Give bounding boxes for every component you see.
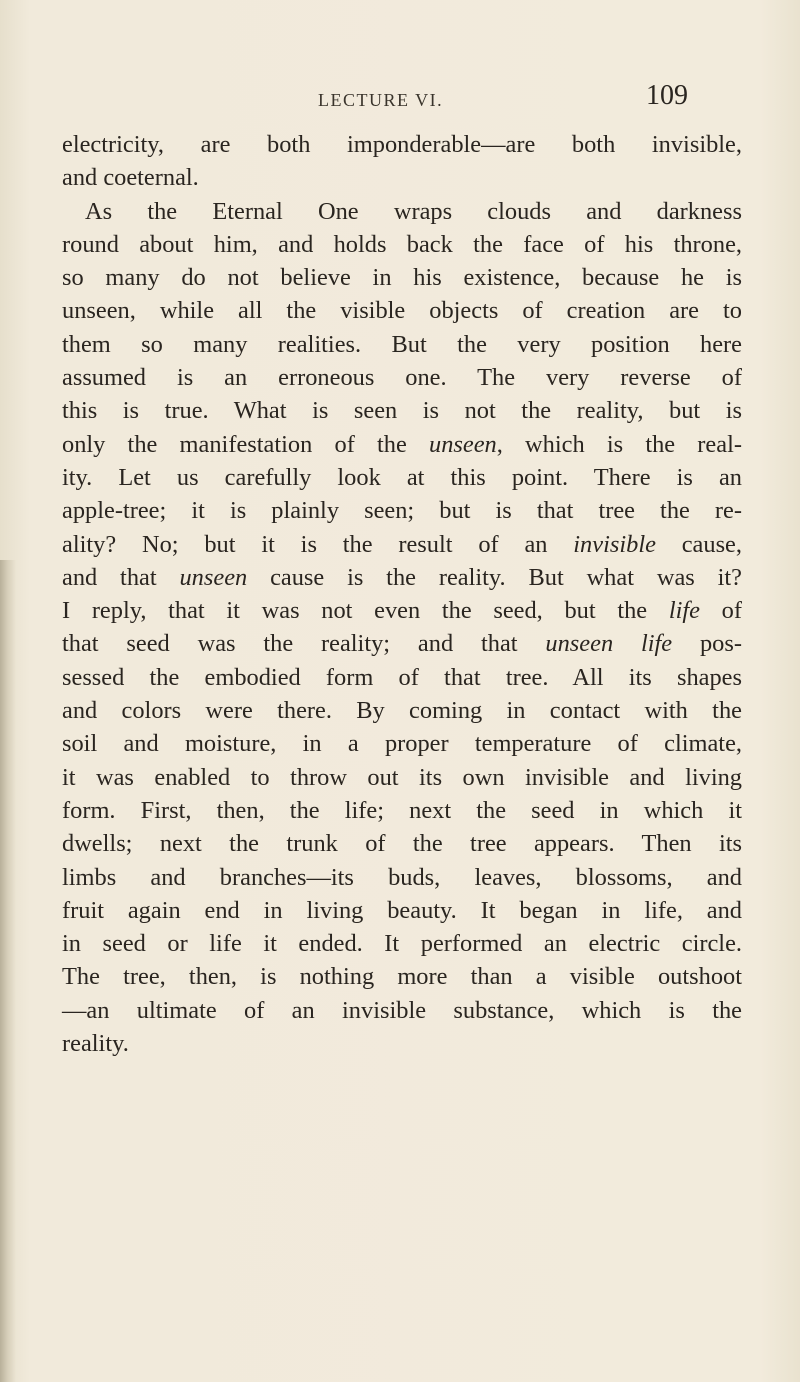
text-run: of — [699, 597, 742, 625]
text-run: , which is the real- — [496, 430, 742, 458]
text-line — [62, 661, 742, 694]
text-line — [62, 361, 742, 394]
text-run: this is true. What is seen is not the reality, but is — [62, 397, 742, 425]
text-line — [62, 494, 742, 527]
text-run: them so many realities. But the very position here — [62, 330, 742, 358]
text-line — [62, 761, 742, 794]
text-run: and that — [62, 563, 180, 591]
text-run: and coeternal. — [62, 164, 199, 192]
text-run: fruit again end in living beauty. It began in life, and — [62, 896, 742, 924]
text-line — [62, 228, 742, 261]
text-run: I reply, that it was not even the seed, but the — [62, 597, 669, 625]
text-line — [62, 261, 742, 294]
text-run: form. First, then, the life; next the seed in which it — [62, 796, 742, 824]
text-run: cause, — [655, 530, 742, 558]
text-run: it was enabled to throw out its own invisible and living — [62, 763, 742, 791]
text-line — [62, 461, 742, 494]
text-line — [62, 960, 742, 993]
text-run: —an ultimate of an invisible substance, which is the — [62, 996, 742, 1024]
text-line — [62, 827, 742, 860]
text-line — [62, 161, 742, 194]
text-run: unseen, while all the visible objects of creation are to — [62, 297, 742, 325]
text-line — [62, 994, 742, 1027]
text-run: apple-tree; it is plainly seen; but is that tree the re- — [62, 497, 742, 525]
page-number: 109 — [646, 80, 688, 111]
text-line — [62, 528, 742, 561]
text-run: only the manifestation of the — [62, 430, 430, 458]
text-line — [62, 195, 742, 228]
text-run: As the Eternal One wraps clouds and darkness — [85, 197, 742, 225]
text-line — [62, 328, 742, 361]
text-line — [62, 561, 742, 594]
text-run: so many do not believe in his existence, because he is — [62, 264, 742, 292]
text-run: that seed was the reality; and that — [62, 630, 546, 658]
text-run: reality. — [62, 1030, 129, 1058]
text-run: in seed or life it ended. It performed an electric circle. — [62, 930, 742, 958]
emphasis-text: invisible — [573, 530, 656, 558]
text-line — [62, 394, 742, 427]
text-line — [62, 927, 742, 960]
text-line — [62, 594, 742, 627]
text-run: pos- — [672, 630, 742, 658]
text-line — [62, 428, 742, 461]
text-run: ality? No; but it is the result of an — [62, 530, 574, 558]
chapter-heading: LECTURE VI. — [318, 90, 444, 110]
text-run: The tree, then, is nothing more than a visible outshoot — [62, 963, 742, 991]
running-head — [0, 80, 800, 120]
emphasis-text: life — [668, 597, 700, 625]
text-run: soil and moisture, in a proper temperature of climate, — [62, 730, 742, 758]
text-line — [62, 694, 742, 727]
body-text — [62, 128, 742, 1060]
text-run: round about him, and holds back the face of his throne, — [62, 230, 742, 258]
text-line — [62, 1027, 742, 1060]
text-line — [62, 794, 742, 827]
text-line — [62, 627, 742, 660]
text-run: dwells; next the trunk of the tree appears. Then its — [62, 830, 742, 858]
text-run: cause is the reality. But what was it? — [247, 563, 742, 591]
emphasis-text: unseen — [429, 430, 497, 458]
text-line — [62, 294, 742, 327]
emphasis-text: unseen life — [545, 630, 673, 658]
text-run: sessed the embodied form of that tree. All its shapes — [62, 663, 742, 691]
text-line — [62, 128, 742, 161]
text-run: electricity, are both imponderable—are both invisible, — [62, 131, 742, 158]
text-line — [62, 861, 742, 894]
text-run: and colors were there. By coming in contact with the — [62, 697, 742, 725]
text-run: assumed is an erroneous one. The very reverse of — [62, 364, 742, 392]
emphasis-text: unseen — [179, 563, 248, 591]
binding-shadow — [0, 560, 16, 1382]
text-line — [62, 894, 742, 927]
text-line — [62, 727, 742, 760]
text-run: ity. Let us carefully look at this point. There is an — [62, 463, 742, 491]
text-run: limbs and branches—its buds, leaves, blossoms, and — [62, 863, 742, 891]
